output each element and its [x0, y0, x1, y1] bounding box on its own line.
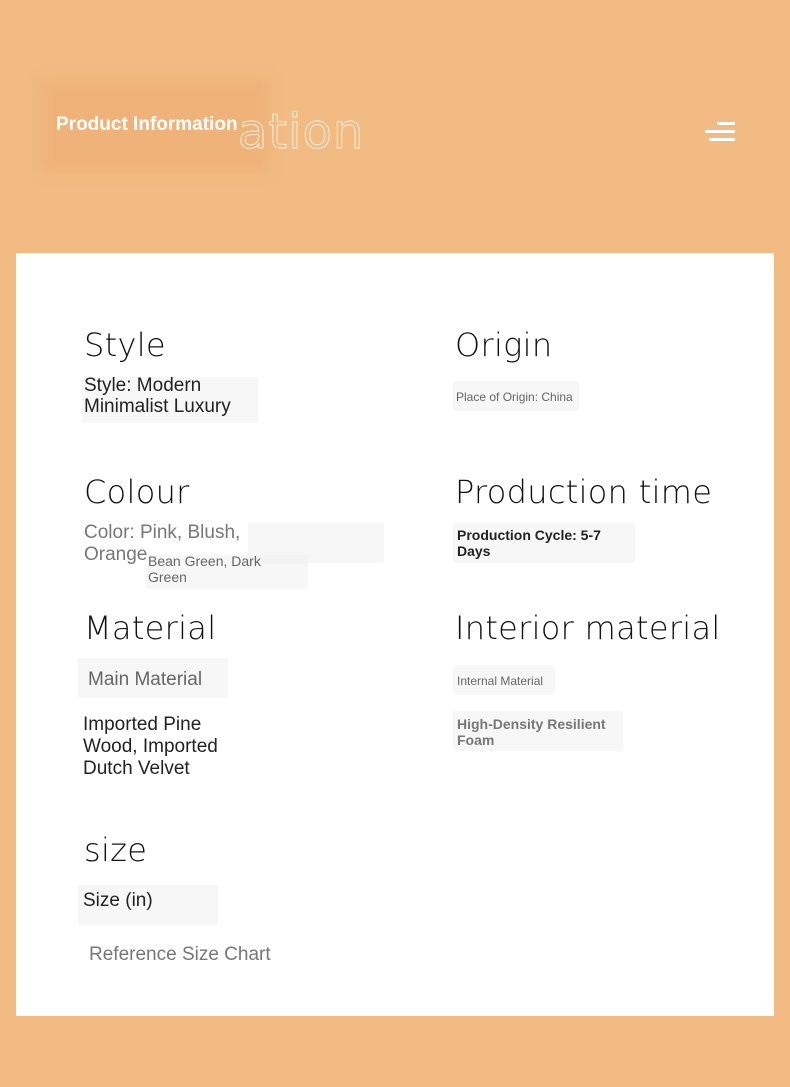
colour-heading: Colour [84, 473, 190, 511]
production-time-value: Production Cycle: 5-7 Days [457, 527, 601, 559]
colour-value: Color: Pink, Blush, Orange [84, 522, 241, 565]
interior-material-heading: Interior material [455, 609, 721, 647]
size-label: Size (in) [83, 890, 153, 911]
size-reference-link[interactable]: Reference Size Chart [89, 944, 271, 965]
interior-material-label: Internal Material [457, 674, 544, 688]
material-label: Main Material [88, 669, 203, 690]
material-heading: Material [84, 609, 217, 647]
header-watermark-text: ation [238, 104, 365, 160]
colour-value-extra: Bean Green, Dark Green [148, 553, 261, 585]
size-heading: size [84, 831, 148, 869]
menu-line [717, 122, 735, 125]
page-title: Product Information [56, 114, 238, 135]
product-info-card [16, 253, 774, 1016]
interior-material-value: High-Density Resilient Foam [457, 716, 606, 748]
material-value: Imported Pine Wood, Imported Dutch Velvet [83, 714, 218, 779]
menu-line [705, 130, 735, 133]
origin-heading: Origin [455, 326, 553, 364]
style-value: Style: Modern Minimalist Luxury [84, 375, 231, 417]
production-time-heading: Production time [455, 473, 713, 511]
menu-line [709, 138, 735, 141]
origin-value: Place of Origin: China [456, 390, 573, 404]
menu-icon[interactable] [705, 122, 735, 142]
style-heading: Style [84, 326, 166, 364]
